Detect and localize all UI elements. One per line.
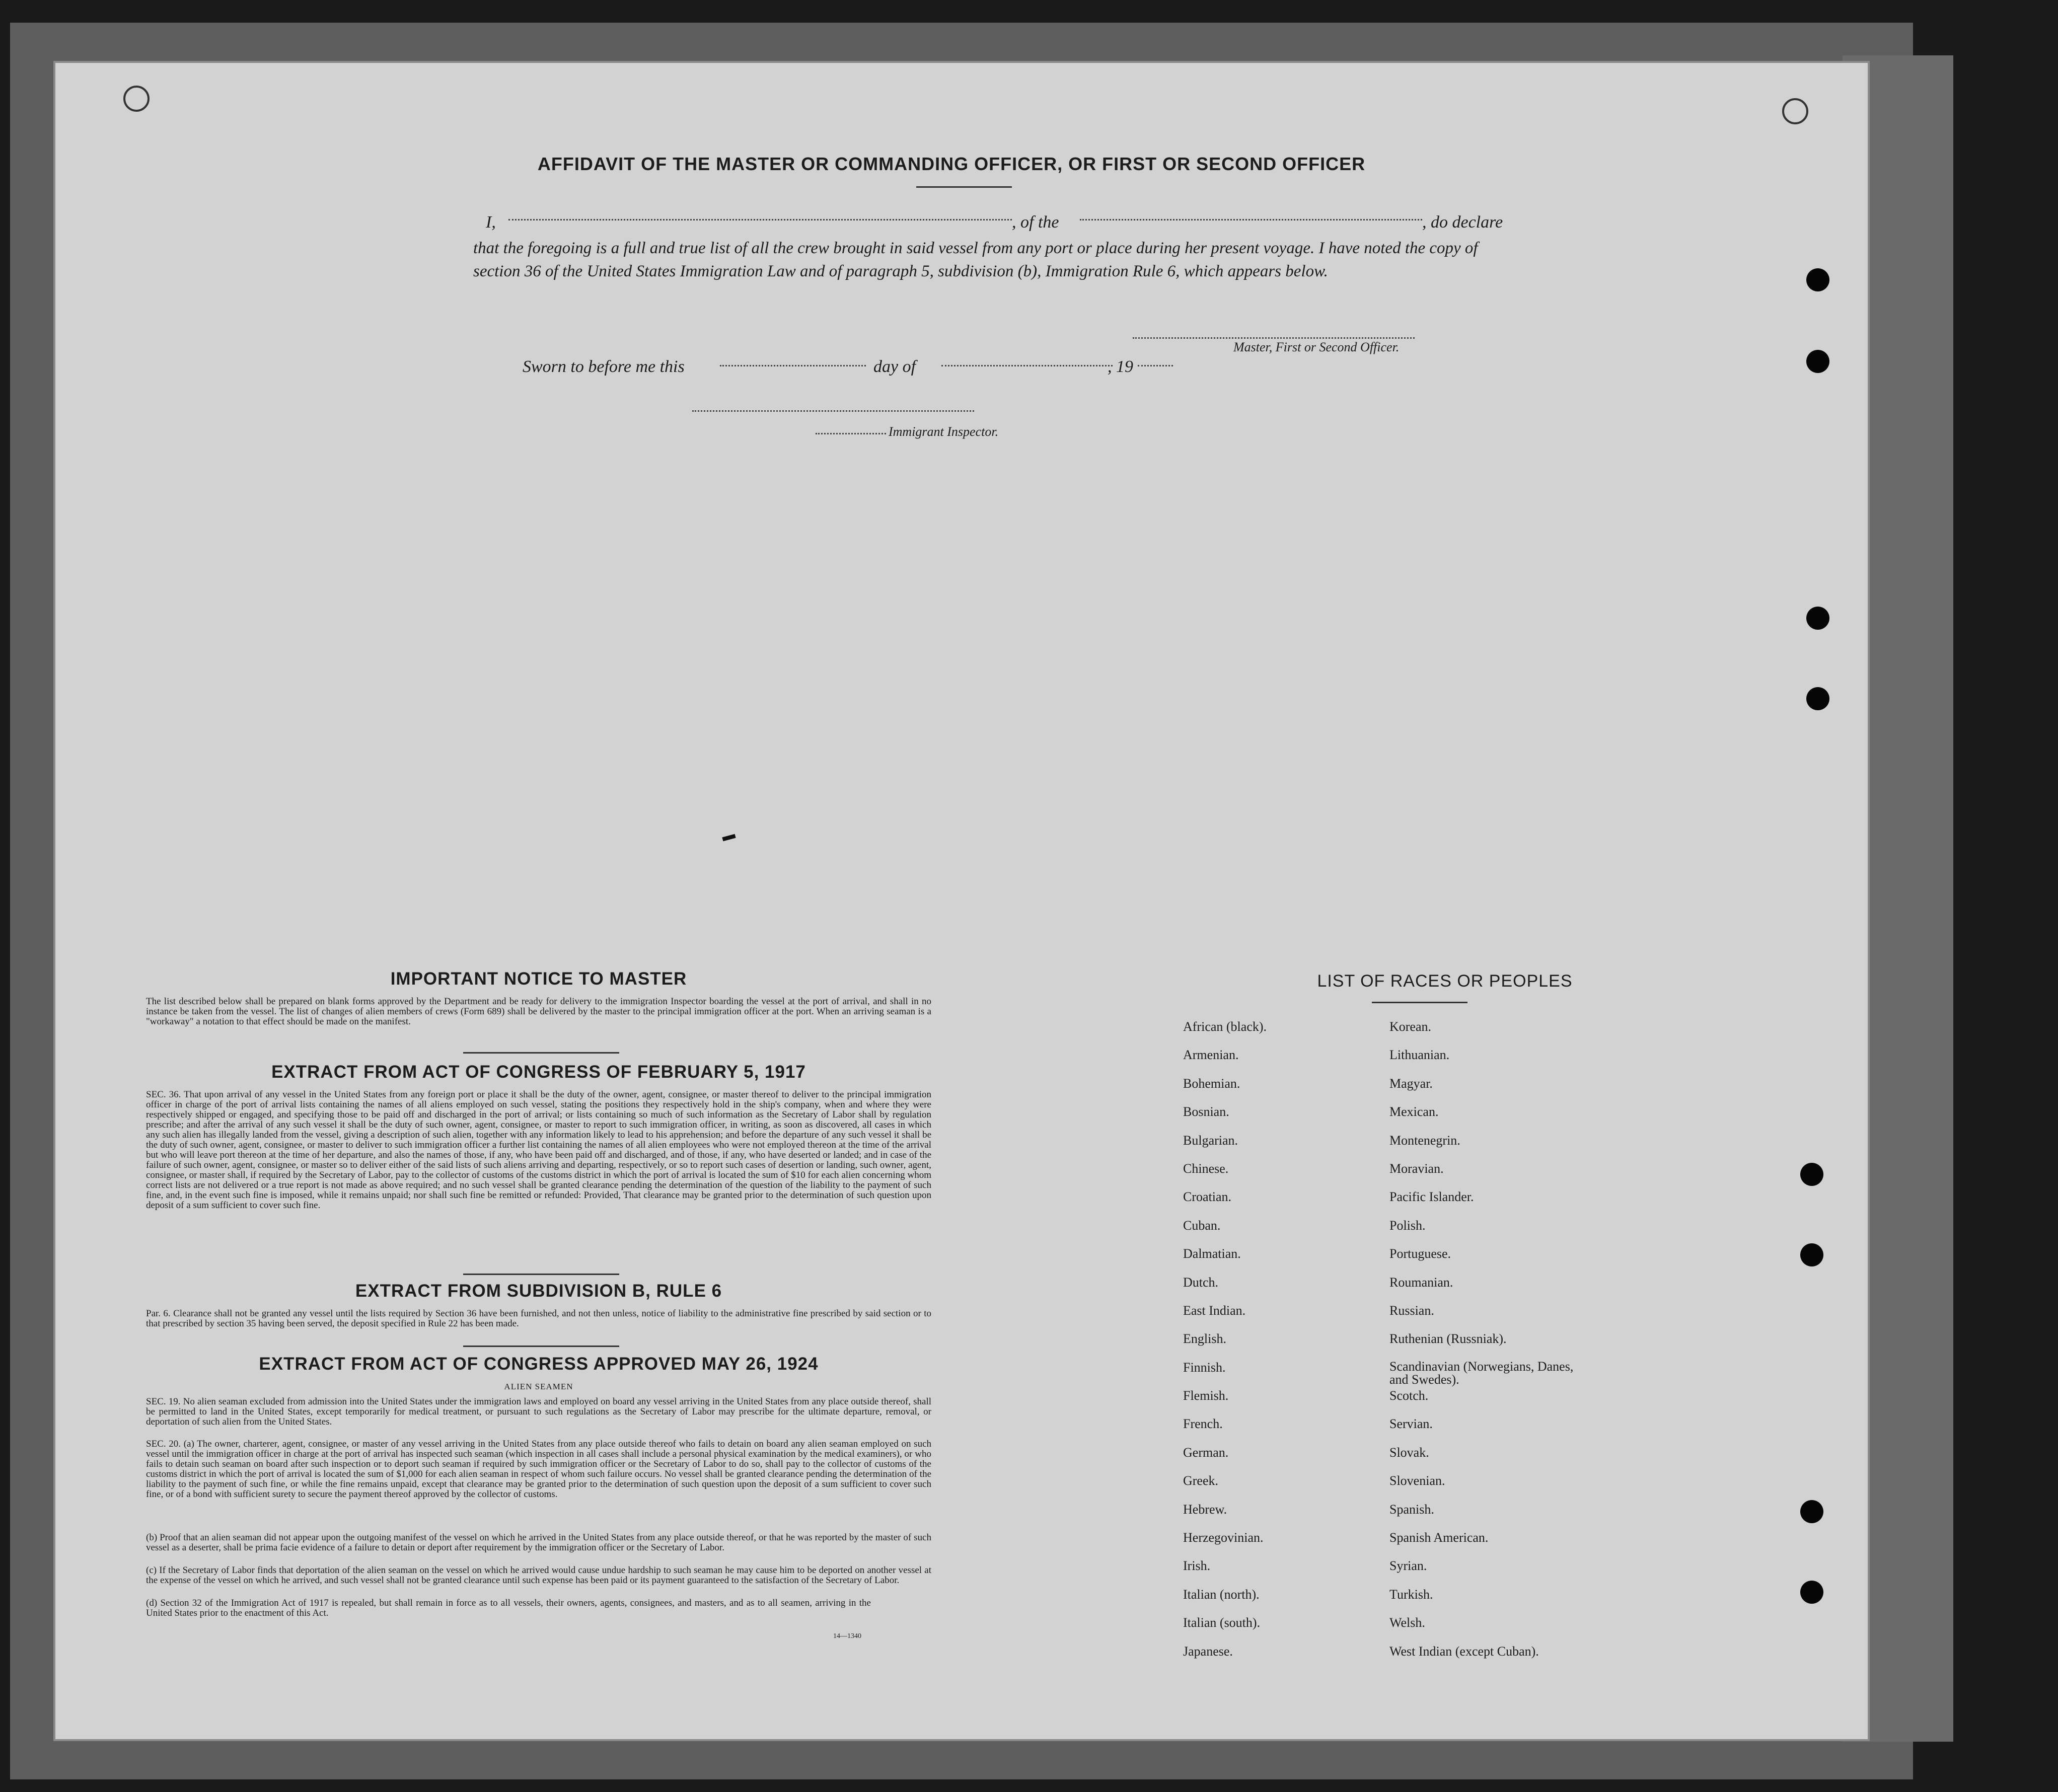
race-item: Herzegovinian.: [1183, 1530, 1264, 1545]
punch-hole: [1800, 1500, 1823, 1523]
race-item: Italian (south).: [1183, 1615, 1261, 1630]
race-item: Spanish American.: [1389, 1530, 1489, 1545]
race-item: Bohemian.: [1183, 1076, 1240, 1091]
punch-hole: [1806, 607, 1829, 630]
races-column-2: [1389, 1019, 1586, 1672]
sworn-year-blank: [1138, 365, 1173, 366]
extract-1917-heading: EXTRACT FROM ACT OF CONGRESS OF FEBRUARY 5, 1917: [271, 1062, 806, 1082]
form-number: 14—1340: [833, 1632, 861, 1640]
race-item: Moravian.: [1389, 1161, 1444, 1176]
section-rule: [463, 1274, 619, 1275]
race-item: Lithuanian.: [1389, 1048, 1450, 1063]
race-item: Turkish.: [1389, 1587, 1433, 1602]
race-item: Montenegrin.: [1389, 1133, 1460, 1148]
sec20a-text: SEC. 20. (a) The owner, charterer, agent, consignee, or master of any vessel arriving in the United States from any place outside thereof who fails to detain on board any alien seaman employed on such vessel until the immigration officer in charge at the port of arrival has inspected such seaman (which inspection in all cases shall include a personal physical examination by the medical examiners), or who fails to detain such seaman on board after such inspection or to deport such seaman if required by such immigration officer or the Secretary of Labor to do so, shall pay to the collector of customs of the customs district in which the port of arrival is located the sum of $1,000 for each alien seaman in respect of whom such failure occurs. No vessel shall be granted clearance pending the determination of the liability to the payment of such fine, or while the fine remains unpaid, except that clearance may be granted prior to the determination of such question upon the deposit of a sum sufficient to cover such fine, or of a bond with sufficient surety to secure the payment thereof approved by the collector of customs.: [146, 1439, 931, 1500]
race-item: Hebrew.: [1183, 1502, 1227, 1517]
sworn-year: , 19: [1108, 357, 1133, 376]
race-item: Greek.: [1183, 1473, 1219, 1488]
race-item: Bosnian.: [1183, 1104, 1229, 1119]
sworn-day-of: day of: [873, 357, 916, 376]
sec20c-text: (c) If the Secretary of Labor finds that deportation of the alien seaman on the vessel on which he arrived would cause undue hardship to such seaman he may cause him to be deported on another vessel at the expense of the vessel on which he arrived, and such vessel shall not be granted clearance until such expense has been paid or its payment guaranteed to the satisfaction of the Secretary of Labor.: [146, 1565, 931, 1586]
sec20b-text: (b) Proof that an alien seaman did not appear upon the outgoing manifest of the vessel on which he arrived in the United States from any place outside thereof, or that he was reported by the master of such vessel as a deserter, shall be prima facie evidence of a failure to detain or deport after requirement by the immigration officer or the Secretary of Labor.: [146, 1532, 931, 1553]
punch-hole: [1800, 1243, 1823, 1266]
race-item: Magyar.: [1389, 1076, 1433, 1091]
race-item: Russian.: [1389, 1303, 1434, 1318]
race-item: Polish.: [1389, 1218, 1426, 1233]
race-item: Cuban.: [1183, 1218, 1221, 1233]
race-item: Roumanian.: [1389, 1275, 1453, 1290]
punch-hole: [1800, 1163, 1823, 1186]
heading-rule: [916, 186, 1012, 188]
section-rule: [463, 1346, 619, 1347]
race-item: African (black).: [1183, 1019, 1267, 1034]
races-column-1: [1183, 1019, 1374, 1672]
race-item: Scandinavian (Norwegians, Danes, and Swedes).: [1389, 1359, 1574, 1387]
race-item: Ruthenian (Russniak).: [1389, 1331, 1507, 1347]
inspector-label: Immigrant Inspector.: [889, 424, 999, 439]
race-item: Bulgarian.: [1183, 1133, 1238, 1148]
punch-hole: [1806, 687, 1829, 710]
race-item: Syrian.: [1389, 1558, 1427, 1574]
section-rule: [463, 1052, 619, 1054]
race-item: Korean.: [1389, 1019, 1432, 1034]
name-blank: [508, 219, 1012, 220]
inspector-short-line: [816, 433, 886, 434]
race-item: Flemish.: [1183, 1388, 1229, 1403]
race-item: Croatian.: [1183, 1189, 1232, 1205]
extract-1924-heading: EXTRACT FROM ACT OF CONGRESS APPROVED MAY 26, 1924: [259, 1354, 819, 1374]
sworn-day-blank: [720, 365, 866, 366]
punch-hole-ring: [123, 86, 150, 112]
race-item: Mexican.: [1389, 1104, 1439, 1119]
signature-label: Master, First or Second Officer.: [1233, 340, 1400, 354]
race-item: Chinese.: [1183, 1161, 1229, 1176]
race-item: French.: [1183, 1416, 1223, 1432]
race-item: Dalmatian.: [1183, 1246, 1241, 1261]
race-item: German.: [1183, 1445, 1229, 1460]
race-item: Welsh.: [1389, 1615, 1425, 1630]
race-item: Slovak.: [1389, 1445, 1429, 1460]
race-item: Armenian.: [1183, 1048, 1239, 1063]
vessel-blank: [1080, 219, 1422, 220]
punch-hole-ring: [1782, 98, 1808, 124]
race-item: Irish.: [1183, 1558, 1211, 1574]
race-item: Portuguese.: [1389, 1246, 1451, 1261]
race-item: Slovenian.: [1389, 1473, 1445, 1488]
race-item: Servian.: [1389, 1416, 1433, 1432]
race-item: Dutch.: [1183, 1275, 1219, 1290]
race-item: Finnish.: [1183, 1360, 1226, 1375]
race-item: Pacific Islander.: [1389, 1189, 1474, 1205]
race-item: Scotch.: [1389, 1388, 1429, 1403]
races-rule: [1372, 1002, 1467, 1003]
race-item: Japanese.: [1183, 1644, 1233, 1659]
inspector-line: [692, 410, 974, 412]
affidavit-declare: , do declare: [1422, 213, 1503, 232]
punch-hole: [1806, 268, 1829, 291]
punch-hole: [1800, 1581, 1823, 1604]
race-item: English.: [1183, 1331, 1226, 1347]
extract-rule6-text: Par. 6. Clearance shall not be granted any vessel until the lists required by Section 36 have been furnished, and not then unless, notice of liability to the administrative fine prescribed by said section or to that prescribed by section 35 having been served, the deposit specified in Rule 22 has been made.: [146, 1308, 931, 1329]
affidavit-i: I,: [486, 213, 496, 232]
sworn-month-blank: [941, 365, 1113, 366]
race-item: West Indian (except Cuban).: [1389, 1644, 1539, 1659]
notice-heading: IMPORTANT NOTICE TO MASTER: [390, 969, 687, 989]
races-heading: LIST OF RACES OR PEOPLES: [1317, 972, 1573, 991]
sec19-text: SEC. 19. No alien seaman excluded from admission into the United States under the immigration laws and employed on board any vessel arriving in the United States from any place outside thereof, shall be permitted to land in the United States, except temporarily for medical treatment, or pursuant to such regulations as the Secretary of Labor may prescribe for the ultimate departure, removal, or deportation of such alien from the United States.: [146, 1396, 931, 1427]
alien-seamen-subheading: ALIEN SEAMEN: [504, 1382, 573, 1391]
extract-1917-text: SEC. 36. That upon arrival of any vessel in the United States from any foreign port or place it shall be the duty of the owner, agent, consignee, or master thereof to deliver to the principal immigration officer in charge of the port of arrival lists containing the names of all aliens employed on such vessel, stating the positions they respectively hold in the ship's company, when and where they were respectively shipped or engaged, and specifying those to be paid off and discharged in the port of arrival; or lists containing so much of such information as the Secretary of Labor shall by regulation prescribe; and after the arrival of any such vessel it shall be the duty of such owner, agent, consignee, or master to report to such immigration officer, in writing, as soon as discovered, all cases in which any such alien has illegally landed from the vessel, giving a description of such alien, together with any information likely to lead to his apprehension; and before the departure of any such vessel it shall be the duty of such owner, agent, consignee, or master to deliver to such immigration officer a further list containing the names of all alien employees who were not employed thereon at the time of the arrival but who will leave port thereon at the time of her departure, and also the names of those, if any, who have been paid off and discharged, and of those, if any, who have deserted or landed; and in case of the failure of such owner, agent, consignee, or master so to deliver either of the said lists of such aliens arriving and departing, respectively, or so to report such cases of desertion or landing, such owner, agent, consignee, or master shall, if required by the Secretary of Labor, pay to the collector of customs of the customs district in which the port of arrival is located the sum of $10 for each alien concerning whom correct lists are not delivered or a true report is not made as above required; and no such vessel shall be granted clearance pending the determination of the question of the liability to the payment of such fine, and, in the event such fine is imposed, while it remains unpaid; nor shall such fine be remitted or refunded: Provided, That clearance may be granted prior to the determination of such question upon deposit of a sum sufficient to cover such fine.: [146, 1089, 931, 1211]
sec20d-text: (d) Section 32 of the Immigration Act of 1917 is repealed, but shall remain in force as to all vessels, their owners, agents, consignees, and masters, and as to all seamen, arriving in the United States prior to the enactment of this Act.: [146, 1598, 871, 1618]
ink-mark: [722, 834, 736, 841]
race-item: Italian (north).: [1183, 1587, 1260, 1602]
signature-line: [1133, 337, 1415, 339]
sworn-prefix: Sworn to before me this: [523, 357, 685, 376]
race-item: East Indian.: [1183, 1303, 1246, 1318]
affidavit-body: that the foregoing is a full and true list of all the crew brought in said vessel from any port or place during her present voyage. I have noted the copy of section 36 of the United States Immigration Law and of paragraph 5, subdivision (b), Immigration Rule 6, which appears below.: [473, 239, 1478, 280]
race-item: Spanish.: [1389, 1502, 1434, 1517]
punch-hole: [1806, 350, 1829, 373]
form-page: [55, 63, 1868, 1739]
affidavit-heading: AFFIDAVIT OF THE MASTER OR COMMANDING OFFICER, OR FIRST OR SECOND OFFICER: [537, 154, 1366, 174]
affidavit-of-the: , of the: [1012, 213, 1059, 232]
extract-rule6-heading: EXTRACT FROM SUBDIVISION B, RULE 6: [355, 1281, 722, 1301]
notice-text: The list described below shall be prepared on blank forms approved by the Department and be ready for delivery to the immigration Inspector boarding the vessel at the port of arrival, and shall in no instance be taken from the vessel. The list of changes of alien members of crews (Form 689) shall be delivered by the master to the principal immigration officer at the port. When an arriving seaman is a "workaway" a notation to that effect should be made on the manifest.: [146, 996, 931, 1027]
